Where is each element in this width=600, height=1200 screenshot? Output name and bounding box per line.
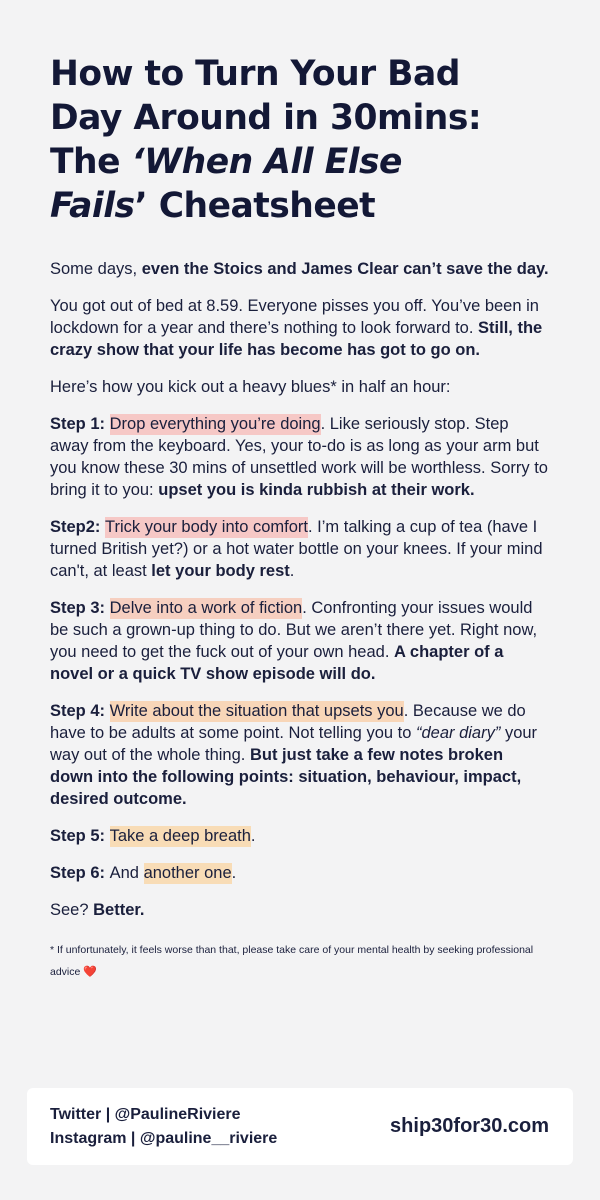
step-1-highlight: Drop everything you’re doing [109,415,321,433]
step-4-italic: “dear diary” [415,724,501,742]
title-line-3a: The [50,142,132,182]
step-4 [50,700,550,810]
heart-icon: ❤️ [83,966,97,978]
intro-p2-text: You got out of bed at 8.59. Everyone pisses you off. You’ve been in lockdown for a year and there’s nothing to look forward to. [50,297,539,337]
footnote [50,939,550,983]
step-6-label: Step 6: [50,864,110,882]
article-body [50,258,550,921]
title-line-1: How to Turn Your Bad [50,54,460,94]
step-3 [50,597,550,685]
step-4-text: . Because we do have to be adults at some point. Not telling you to [50,702,526,742]
step-1 [50,413,550,501]
intro-p1-bold: even the Stoics and James Clear can’t save the day. [141,260,549,278]
step-2-highlight: Trick your body into comfort [105,518,308,536]
step-6-end: . [231,864,237,882]
instagram-handle: Instagram | @pauline__riviere [50,1129,278,1147]
footnote-text: * If unfortunately, it feels worse than that, please take care of your mental health by seeking professional advice [50,944,534,978]
social-handles [50,1103,277,1151]
step-2-end: . [289,562,295,580]
step-3-label: Step 3: [50,599,110,617]
step-2-text: . I’m talking a cup of tea (have I turned British yet?) or a hot water bottle on your knees. If your mind can't, at least [50,518,543,580]
step-5-label: Step 5: [50,827,110,845]
article [50,52,550,983]
step-3-highlight: Delve into a work of fiction [109,599,303,617]
step-1-bold: upset you is kinda rubbish at their work. [158,481,475,499]
intro-p1-text: Some days, [50,260,142,278]
closing-text: See? [50,901,94,919]
step-5-end: . [250,827,256,845]
step-2 [50,516,550,582]
page-title [50,52,550,228]
author-card [27,1088,573,1165]
step-3-bold: A chapter of a novel or a quick TV show episode will do. [50,643,504,683]
title-line-4a: Fails [50,186,135,226]
step-6-text: And [109,864,144,882]
step-4-highlight: Write about the situation that upsets you [109,702,404,720]
step-3-text: . Confronting your issues would be such a grown-up thing to do. But we aren’t there yet. Right now, you need to get the fuck out of your own head. [50,599,538,661]
twitter-handle: Twitter | @PaulineRiviere [50,1105,241,1123]
step-2-bold: let your body rest [151,562,290,580]
intro-paragraph-2 [50,295,550,361]
title-line-3b: ‘When All Else [131,142,402,182]
closing-line [50,899,550,921]
intro-p2-bold: Still, the crazy show that your life has become has got to go on. [50,319,543,359]
step-1-text: . Like seriously stop. Step away from the keyboard. Yes, your to-do is as long as your arm but you know these 30 mins of unsettled work will be worthless. Sorry to bring it to you: [50,415,548,499]
step-5 [50,825,550,847]
title-line-2: Day Around in 30mins: [50,98,482,138]
intro-paragraph-3: Here’s how you kick out a heavy blues* in half an hour: [50,378,451,396]
step-4-label: Step 4: [50,702,110,720]
step-6-highlight: another one [143,864,232,882]
closing-bold: Better. [93,901,145,919]
step-1-label: Step 1: [50,415,110,433]
step-4-text-2: your way out of the whole thing. [50,724,538,764]
step-2-label: Step2: [50,518,106,536]
step-6 [50,862,550,884]
step-4-bold: But just take a few notes broken down into the following points: situation, behaviour, impact, desired outcome. [50,746,522,808]
website-link: ship30for30.com [390,1115,549,1137]
intro-paragraph-1 [50,258,550,280]
title-line-4b: ’ Cheatsheet [134,186,376,226]
step-5-highlight: Take a deep breath [109,827,251,845]
